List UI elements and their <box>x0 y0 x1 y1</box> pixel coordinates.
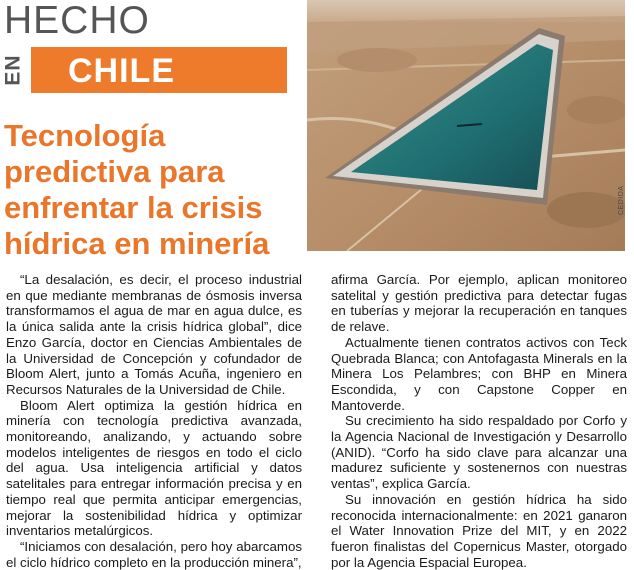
reservoir-aerial-image <box>307 0 625 251</box>
section-label-hecho: HECHO <box>4 0 150 42</box>
article-paragraph: Actualmente tienen contratos activos con Teck Quebrada Blanca; con Antofagasta Minerals en la Minera Los Pelambres; con BHP en Minera Escondida, y con Capstone Copper en Mantoverde. <box>331 334 627 413</box>
article-headline: Tecnología predictiva para enfrentar la crisis hídrica en minería <box>4 118 270 261</box>
article-column-right <box>331 272 627 570</box>
article-paragraph: Su crecimiento ha sido respaldado por Corfo y la Agencia Nacional de Investigación y Desarrollo (ANID). “Corfo ha sido clave para alcanzar una madurez suficiente y sostenernos con nuestras ventas”, explica García. <box>331 413 627 492</box>
section-banner-chile <box>31 47 287 93</box>
article-photo <box>307 0 625 251</box>
article-paragraph: Bloom Alert optimiza la gestión hídrica en minería con tecnología predictiva avanzada, monitoreando, analizando, y actuando sobre modelos inteligentes de riesgos en todo el ciclo del agua. Usa inteligencia artificial y datos satelitales para entregar información precisa y en tiempo real que permita anticipar emergencias, mejorar la sostenibilidad hídrica y optimizar inventarios metalúrgicos. <box>6 397 302 539</box>
article-paragraph: “Iniciamos con desalación, pero hoy abarcamos el ciclo hídrico completo en la producción minera”, <box>6 538 302 570</box>
section-label-en-text: EN <box>2 54 25 86</box>
article-paragraph: Su innovación en gestión hídrica ha sido reconocida internacionalmente: en 2021 ganaron el Water Innovation Prize del MIT, y en 2022 fueron finalistas del Copernicus Master, otorgado por la Agencia Espacial Europea. <box>331 491 627 570</box>
photo-credit: CEDIDA <box>618 185 625 215</box>
section-label-chile: CHILE <box>68 52 175 90</box>
article-column-left <box>6 272 302 570</box>
article-paragraph: “La desalación, es decir, el proceso industrial en que mediante membranas de ósmosis inversa transformamos el agua de mar en agua dulce, es la única salida ante la crisis hídrica global”, dice Enzo García, doctor en Ciencias Ambientales de la Universidad de Concepción y cofundador de Bloom Alert, junto a Tomás Acuña, ingeniero en Recursos Naturales de la Universidad de Chile. <box>6 272 302 397</box>
article-paragraph-continuation: afirma García. Por ejemplo, aplican monitoreo satelital y gestión predictiva para detectar fugas en tuberías y mejorar la recuperación en tanques de relave. <box>331 272 627 335</box>
section-label-en <box>2 47 26 93</box>
